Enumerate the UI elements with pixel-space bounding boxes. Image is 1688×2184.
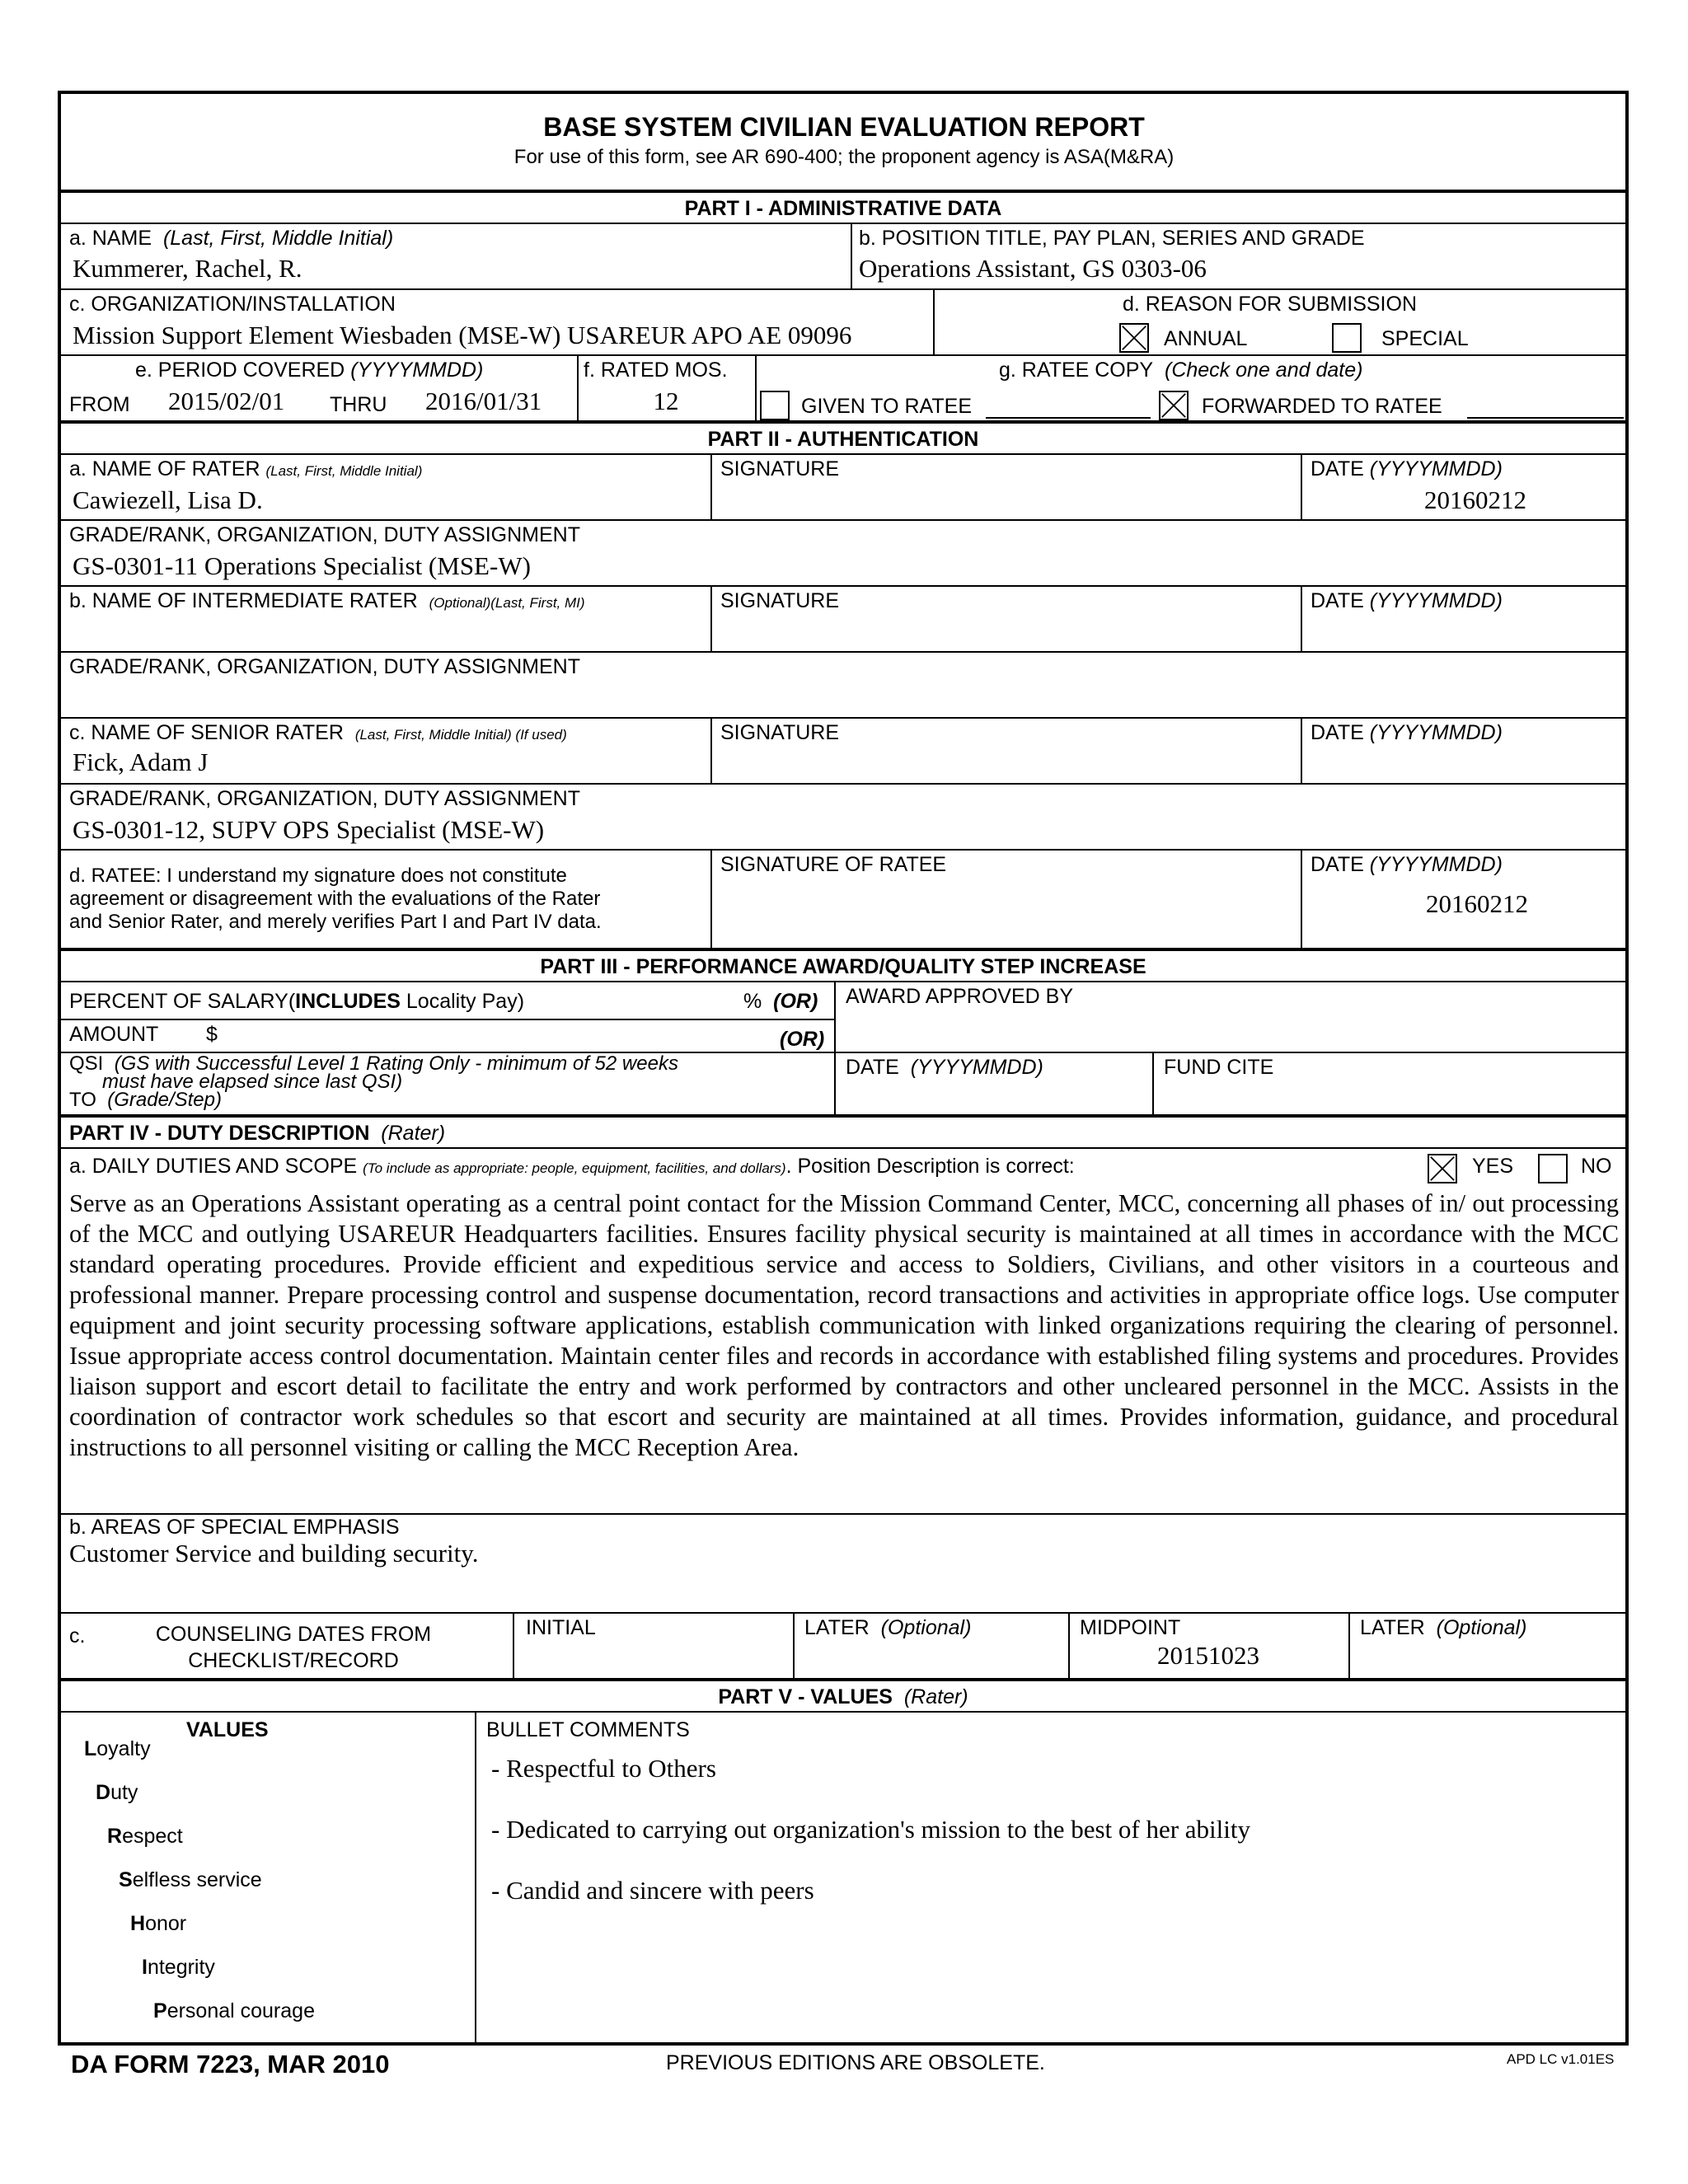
forwarded-date-line[interactable] — [1467, 417, 1624, 419]
divider — [58, 1114, 1629, 1118]
thru-date-field[interactable]: 2016/01/31 — [425, 387, 542, 415]
duties-label: a. DAILY DUTIES AND SCOPE (To include as appropriate: people, equipment, facilities, and dollars). Position Description is correct: — [69, 1155, 1075, 1178]
from-date-field[interactable]: 2015/02/01 — [168, 387, 285, 415]
counseling-label-line1: COUNSELING DATES FROM — [155, 1623, 432, 1646]
divider — [1301, 849, 1302, 948]
divider — [710, 849, 712, 948]
value-rest: ntegrity — [147, 1956, 215, 1979]
position-label: b. POSITION TITLE, PAY PLAN, SERIES AND GRADE — [859, 227, 1365, 250]
emphasis-label: b. AREAS OF SPECIAL EMPHASIS — [69, 1516, 400, 1539]
divider — [58, 519, 1629, 521]
rater-name-label: a. NAME OF RATER (Last, First, Middle Initial) — [69, 457, 423, 480]
value-rest: oyalty — [96, 1737, 151, 1760]
divider — [58, 223, 1629, 224]
senior-grade-label: GRADE/RANK, ORGANIZATION, DUTY ASSIGNMENT — [69, 787, 580, 810]
value-rest: ersonal courage — [166, 1999, 315, 2022]
ratee-date-label: DATE (YYYYMMDD) — [1311, 853, 1503, 876]
value-item — [119, 1868, 262, 1892]
later-label-2: LATER (Optional) — [1360, 1616, 1527, 1639]
ratee-statement-line2: agreement or disagreement with the evaluations of the Rater — [69, 888, 601, 910]
later-label-1: LATER (Optional) — [804, 1616, 972, 1639]
divider — [58, 651, 1629, 653]
special-label: SPECIAL — [1381, 327, 1469, 350]
fund-cite-label: FUND CITE — [1164, 1056, 1274, 1079]
qsi-hint: must have elapsed since last QSI) — [102, 1071, 403, 1093]
value-initial: L — [84, 1737, 97, 1760]
x-mark-icon — [1121, 325, 1147, 351]
pd-correct-yes-checkbox[interactable] — [1428, 1154, 1457, 1183]
divider — [58, 354, 1629, 356]
divider — [58, 585, 1629, 587]
value-initial: D — [96, 1781, 111, 1804]
value-rest: onor — [145, 1912, 187, 1935]
period-label: e. PERIOD COVERED (YYYYMMDD) — [135, 359, 484, 382]
award-date-label: DATE (YYYYMMDD) — [846, 1056, 1043, 1079]
part2-heading: PART II - AUTHENTICATION — [707, 428, 979, 451]
value-initial: I — [142, 1956, 148, 1979]
counseling-label-line2: CHECKLIST/RECORD — [188, 1649, 399, 1672]
pd-correct-no-checkbox[interactable] — [1538, 1154, 1568, 1183]
value-rest: uty — [110, 1781, 138, 1804]
counseling-item-label: c. — [69, 1624, 86, 1647]
dollar-sign: $ — [206, 1023, 218, 1046]
divider — [710, 717, 712, 783]
divider — [58, 288, 1629, 290]
divider — [1301, 717, 1302, 783]
given-to-ratee-label: GIVEN TO RATEE — [801, 395, 972, 418]
rater-grade-field[interactable]: GS-0301-11 Operations Specialist (MSE-W) — [73, 551, 531, 580]
divider — [58, 1513, 1629, 1515]
annual-checkbox[interactable] — [1119, 323, 1149, 353]
divider — [58, 190, 1629, 193]
part5-heading: PART V - VALUES (Rater) — [718, 1685, 968, 1708]
divider — [58, 1678, 1629, 1681]
duties-text-field[interactable]: Serve as an Operations Assistant operating as a central point contact for the Mission Command Center, MCC, concerning all phases of in/ out processing of the MCC and outlying USAREUR Headquarters facilities. Ensures facility physical security is maintained at all times in accordance with the MCC standard operating procedures. Provide efficient and expeditious service and access to Soldiers, Civilians, and other visitors in a courteous and professional manner. Prepare processing control and suspense documentation, record transactions and activities in appropriate office logs. Use computer equipment and joint security processing software applications, establish communication with linked organizations requiring the clearing of personnel. Issue appropriate access control documentation. Maintain center files and records in accordance with established filing systems and procedures. Provides liaison support and escort detail to facilitate the entry and work performed by contractors and other uncleared personnel in the MCC. Assists in the coordination of contractor work schedules so that escort and security are maintained at all times. Provides information, guidance, and procedural instructions to all personnel visiting or calling the MCC Reception Area. — [69, 1189, 1619, 1461]
intermediate-grade-label: GRADE/RANK, ORGANIZATION, DUTY ASSIGNMENT — [69, 655, 580, 678]
no-label: NO — [1581, 1155, 1612, 1178]
rater-date-label: DATE (YYYYMMDD) — [1311, 457, 1503, 480]
senior-grade-field[interactable]: GS-0301-12, SUPV OPS Specialist (MSE-W) — [73, 815, 545, 844]
divider — [58, 981, 1629, 982]
form-title: BASE SYSTEM CIVILIAN EVALUATION REPORT — [543, 112, 1145, 142]
value-item — [107, 1825, 183, 1849]
value-initial: S — [119, 1868, 133, 1891]
divider — [710, 585, 712, 651]
special-checkbox[interactable] — [1332, 323, 1362, 353]
percent-of-salary-label: PERCENT OF SALARY(INCLUDES Locality Pay) — [69, 990, 525, 1013]
divider — [475, 1711, 476, 2046]
form-subtitle: For use of this form, see AR 690-400; the proponent agency is ASA(M&RA) — [513, 146, 1175, 168]
x-mark-icon — [1429, 1155, 1456, 1182]
rater-signature-label: SIGNATURE — [720, 457, 839, 480]
form-number: DA FORM 7223, MAR 2010 — [71, 2050, 390, 2079]
part3-heading: PART III - PERFORMANCE AWARD/QUALITY STEP INCREASE — [540, 955, 1146, 978]
senior-signature-label: SIGNATURE — [720, 721, 839, 744]
or-label: (OR) — [780, 1028, 825, 1051]
senior-date-label: DATE (YYYYMMDD) — [1311, 721, 1503, 744]
value-initial: H — [130, 1912, 146, 1935]
divider — [1348, 1612, 1350, 1678]
divider — [710, 453, 712, 519]
ratee-statement-line1: d. RATEE: I understand my signature does not constitute — [69, 865, 567, 887]
rater-date-field[interactable]: 20160212 — [1424, 485, 1526, 514]
ratee-copy-label: g. RATEE COPY (Check one and date) — [999, 359, 1363, 382]
senior-rater-label: c. NAME OF SENIOR RATER (Last, First, Middle Initial) (If used) — [69, 721, 567, 744]
divider — [58, 1711, 1629, 1713]
bullet-comment[interactable]: - Respectful to Others — [491, 1754, 716, 1783]
org-field[interactable]: Mission Support Element Wiesbaden (MSE-W) USAREUR APO AE 09096 — [73, 321, 852, 349]
forwarded-to-ratee-label: FORWARDED TO RATEE — [1202, 395, 1442, 418]
intermediate-date-label: DATE (YYYYMMDD) — [1311, 589, 1503, 612]
value-item — [130, 1912, 186, 1936]
to-label: TO (Grade/Step) — [69, 1089, 222, 1111]
divider — [1301, 585, 1302, 651]
divider — [58, 420, 1629, 424]
given-to-ratee-checkbox[interactable] — [760, 391, 790, 420]
divider — [933, 288, 935, 354]
ratee-signature-label: SIGNATURE OF RATEE — [720, 853, 947, 876]
value-rest: elfless service — [132, 1868, 262, 1891]
rater-name-field[interactable]: Cawiezell, Lisa D. — [73, 485, 263, 514]
position-field[interactable]: Operations Assistant, GS 0303-06 — [859, 254, 1207, 283]
qsi-label: QSI (GS with Successful Level 1 Rating Only - minimum of 52 weeks — [69, 1052, 678, 1075]
obsolete-notice: PREVIOUS EDITIONS ARE OBSOLETE. — [666, 2051, 1045, 2074]
value-rest: espect — [122, 1825, 183, 1848]
divider — [1301, 453, 1302, 519]
rater-grade-label: GRADE/RANK, ORGANIZATION, DUTY ASSIGNMENT — [69, 523, 580, 546]
divider — [793, 1612, 795, 1678]
value-initial: R — [107, 1825, 123, 1848]
divider — [58, 1147, 1629, 1149]
divider — [58, 453, 1629, 455]
divider — [851, 223, 852, 288]
forwarded-to-ratee-checkbox[interactable] — [1159, 391, 1189, 420]
value-item — [84, 1737, 151, 1761]
divider — [755, 354, 757, 420]
part1-heading: PART I - ADMINISTRATIVE DATA — [684, 197, 1002, 220]
amount-label: AMOUNT — [69, 1023, 159, 1046]
given-date-line[interactable] — [986, 417, 1151, 419]
divider — [1152, 1052, 1154, 1114]
ratee-date-field[interactable]: 20160212 — [1426, 889, 1528, 918]
bullet-comment[interactable]: - Dedicated to carrying out organization's mission to the best of her ability — [491, 1815, 1251, 1844]
divider — [58, 1019, 834, 1020]
value-item — [142, 1956, 215, 1980]
award-approved-label: AWARD APPROVED BY — [846, 985, 1073, 1008]
emphasis-field[interactable]: Customer Service and building security. — [69, 1539, 479, 1568]
name-label: a. NAME (Last, First, Middle Initial) — [69, 227, 394, 250]
reason-label: d. REASON FOR SUBMISSION — [1123, 293, 1418, 316]
divider — [58, 948, 1629, 951]
divider — [58, 1612, 1629, 1614]
ratee-statement-line3: and Senior Rater, and merely verifies Part I and Part IV data. — [69, 911, 602, 933]
yes-label: YES — [1472, 1155, 1514, 1178]
divider — [58, 717, 1629, 719]
value-item — [96, 1781, 138, 1805]
part4-heading: PART IV - DUTY DESCRIPTION (Rater) — [69, 1122, 446, 1145]
bullet-comments-label: BULLET COMMENTS — [486, 1718, 690, 1741]
x-mark-icon — [1160, 392, 1187, 419]
ratee-name-field[interactable]: Kummerer, Rachel, R. — [73, 254, 302, 283]
divider — [1068, 1612, 1070, 1678]
divider — [58, 783, 1629, 785]
org-label: c. ORGANIZATION/INSTALLATION — [69, 293, 396, 316]
annual-label: ANNUAL — [1164, 327, 1248, 350]
version-label: APD LC v1.01ES — [1507, 2051, 1615, 2067]
rated-mos-field[interactable]: 12 — [653, 387, 679, 415]
senior-rater-field[interactable]: Fick, Adam J — [73, 748, 209, 776]
bullet-comment[interactable]: - Candid and sincere with peers — [491, 1876, 814, 1905]
from-label: FROM — [69, 393, 130, 416]
value-item — [153, 1999, 315, 2023]
divider — [513, 1612, 514, 1678]
midpoint-label: MIDPOINT — [1080, 1616, 1181, 1639]
initial-label: INITIAL — [526, 1616, 596, 1639]
divider — [58, 849, 1629, 851]
thru-label: THRU — [330, 393, 387, 416]
intermediate-rater-label: b. NAME OF INTERMEDIATE RATER (Optional)(Last, First, MI) — [69, 589, 585, 612]
midpoint-date-field[interactable]: 20151023 — [1157, 1641, 1259, 1670]
values-header: VALUES — [186, 1718, 269, 1741]
intermediate-signature-label: SIGNATURE — [720, 589, 839, 612]
divider — [834, 981, 836, 1114]
rated-mos-label: f. RATED MOS. — [584, 359, 728, 382]
value-initial: P — [153, 1999, 167, 2022]
percent-sign: % (OR) — [743, 990, 818, 1013]
